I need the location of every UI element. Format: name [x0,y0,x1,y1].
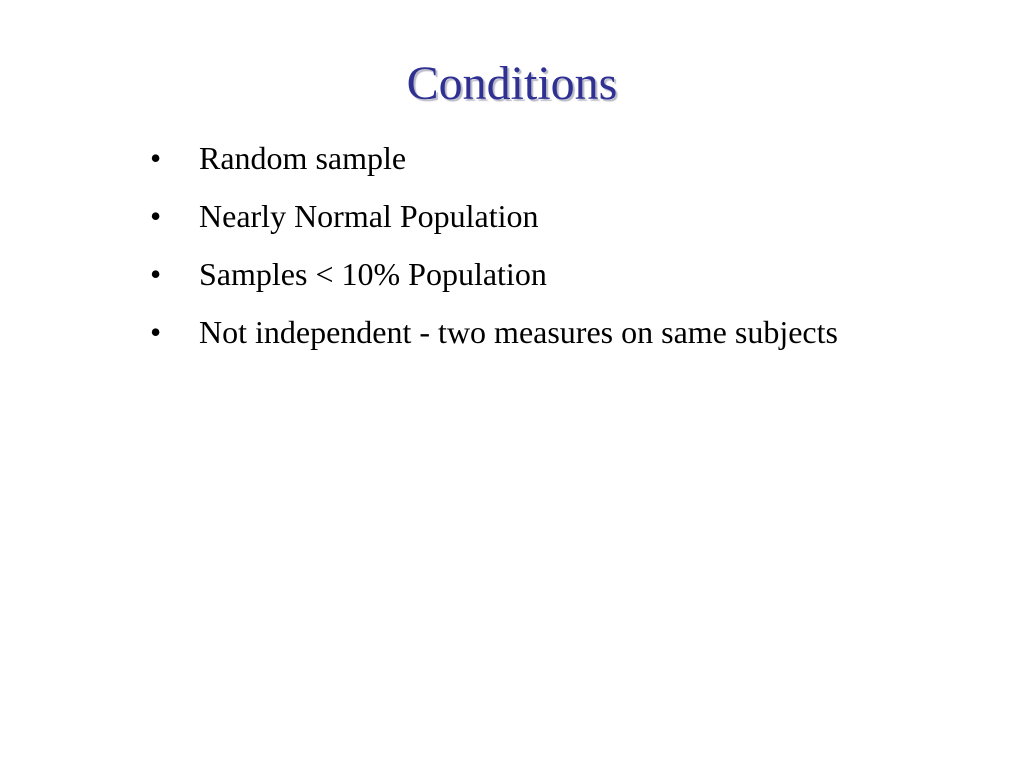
bullet-item [150,252,870,297]
bullet-text: Random sample [199,140,407,176]
bullet-icon: • [150,314,162,350]
bullet-item [150,136,870,181]
bullet-text: Not independent - two measures on same subjects [199,314,838,350]
bullet-icon: • [150,140,162,176]
bullet-text: Samples < 10% Population [199,256,547,292]
bullet-icon: • [150,256,162,292]
bullet-text: Nearly Normal Population [199,198,539,234]
bullet-item [150,310,870,355]
slide-title: Conditions [406,57,618,110]
bullet-list [150,136,870,368]
bullet-item [150,194,870,239]
bullet-icon: • [150,198,162,234]
